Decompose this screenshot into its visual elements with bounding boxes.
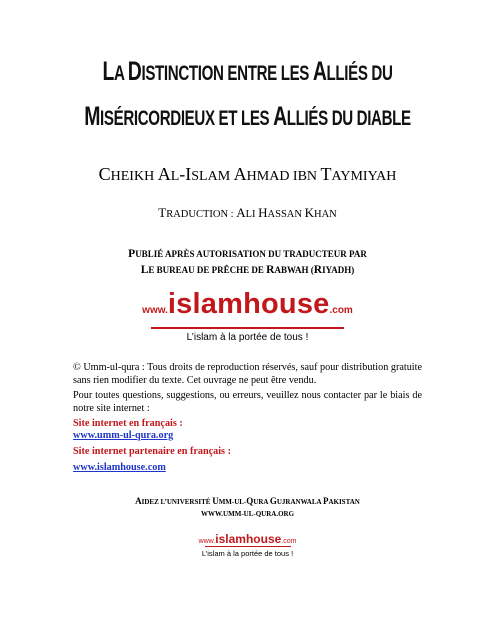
partner-site-link[interactable]: www.islamhouse.com [73,462,166,473]
copyright-notice: © Umm-ul-qura : Tous droits de reproduction réservés, sauf pour distribution gratuite sans rien modifier du texte. Cet ouvrage ne peut être vendu. [73,362,422,386]
footer-logo-underline [205,546,291,547]
footer-logo-tagline: L’islam à la portée de tous ! [201,549,294,558]
university-support-line: AIDEZ L’UNIVERSITÉ UMM-UL-QURA GUJRANWALA PAKISTAN [135,496,360,506]
partner-site-label: Site internet partenaire en français : [73,446,231,457]
islamhouse-logo-footer: www.islamhouse.com [198,532,297,546]
logo-tagline: L’islam à la portée de tous ! [186,332,309,343]
contact-paragraph: Pour toutes questions, suggestions, ou erreurs, veuillez nous contacter par le biais de notre site internet : [73,390,422,414]
logo-underline [151,327,344,329]
site-fr-link[interactable]: www.umm-ul-qura.org [73,430,174,441]
document-title-line-1: LA DISTINCTION ENTRE LES ALLIÉS DU [102,56,393,86]
publication-note-line-1: PUBLIÉ APRÈS AUTORISATION DU TRADUCTEUR PAR [128,248,367,260]
site-fr-label: Site internet en français : [73,418,183,429]
document-title-line-2: MISÉRICORDIEUX ET LES ALLIÉS DU DIABLE [84,101,411,131]
publication-note-line-2: LE BUREAU DE PRÊCHE DE RABWAH (RIYADH) [140,264,355,276]
author-name: CHEIKH AL-ISLAM AHMAD IBN TAYMIYAH [98,164,397,184]
islamhouse-logo: www.islamhouse.com [142,288,353,320]
university-website: WWW.UMM-UL-QURA.ORG [200,510,295,518]
translator-credit: TRADUCTION : ALI HASSAN KHAN [158,205,337,220]
